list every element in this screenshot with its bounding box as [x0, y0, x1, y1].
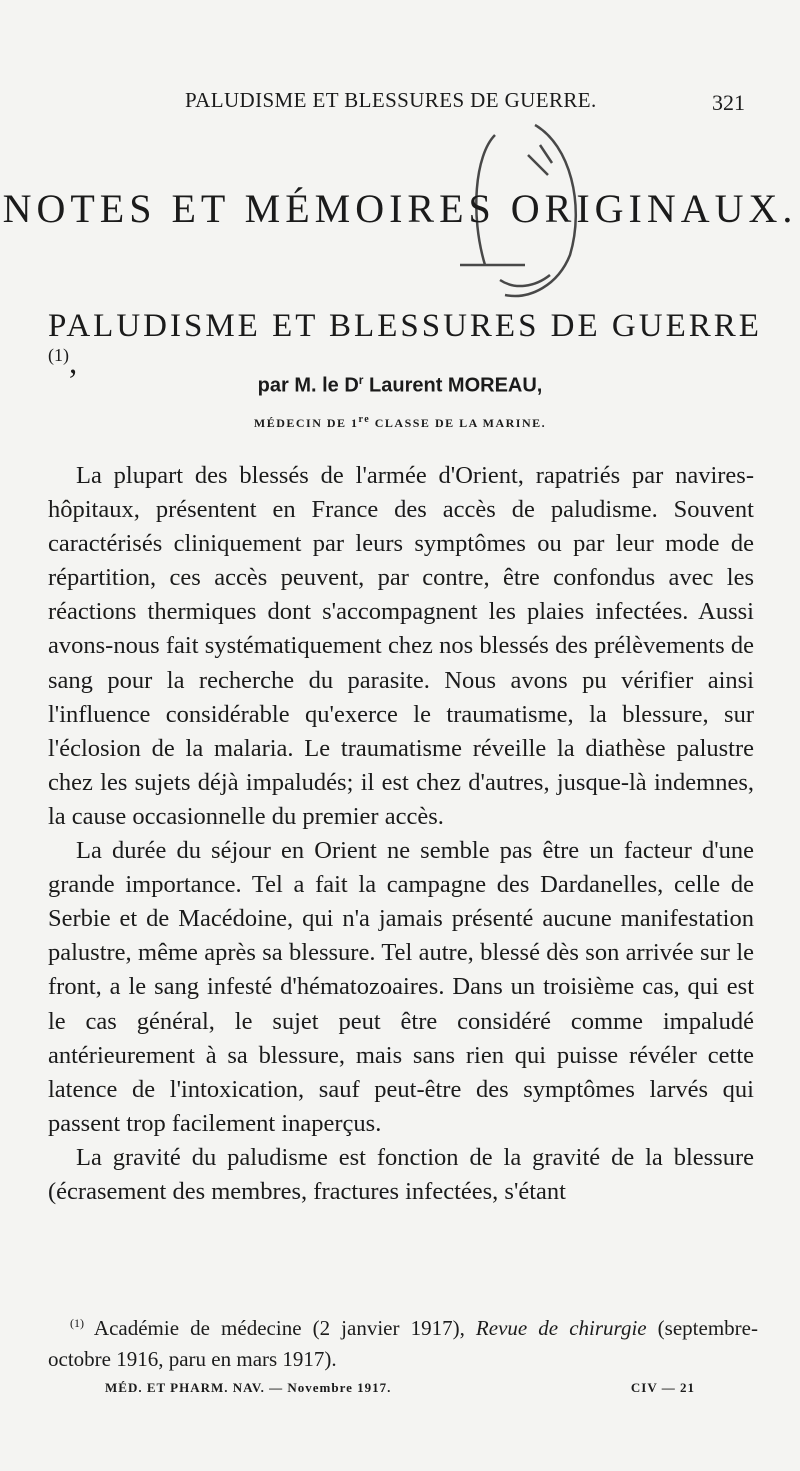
footnote-mark: (1): [70, 1316, 84, 1330]
article-title-text: PALUDISME ET BLESSURES DE GUERRE: [48, 308, 762, 344]
body-text: [48, 459, 754, 1209]
paragraph-2: La durée du séjour en Orient ne semble pas être un facteur d'une grande importance. Tel a fait la campagne des Dardanelles, celle de Serbie et de Macédoine, qui n'a jamais présenté aucune manifestation palustre, même après sa blessure. Tel autre, blessé dès son arrivée sur le front, a le sang infesté d'hématozoaires. Dans un troisième cas, qui est le cas général, le sujet peut être considéré comme impaludé antérieurement à sa blessure, mais sans rien qui puisse révéler cette latence de l'intoxication, sauf peut-être des symptômes larvés qui passent trop facilement inaperçus.: [48, 837, 754, 1137]
paragraph-1: La plupart des blessés de l'armée d'Orient, rapatriés par navires-hôpitaux, présentent en France des accès de paludisme. Souvent caractérisés cliniquement par leurs symptômes ou par leur mode de répartition, ces accès peuvent, par contre, être confondus avec les réactions thermiques dont s'accompagnent les plaies infectées. Aussi avons-nous fait systématiquement chez nos blessés des prélèvements de sang pour la recherche du parasite. Nous avons pu vérifier ainsi l'influence considérable qu'exerce le traumatisme, la blessure, sur l'éclosion de la malaria. Le traumatisme réveille la diathèse palustre chez les sujets déjà impaludés; il est chez d'autres, jusque-là indemnes, la cause occasionnelle du premier accès.: [48, 462, 754, 830]
byline: [0, 373, 800, 398]
footnote: [48, 1308, 758, 1375]
running-head: PALUDISME ET BLESSURES DE GUERRE.: [185, 88, 597, 112]
affiliation: [0, 414, 800, 431]
affiliation-b: CLASSE DE LA MARINE.: [374, 416, 547, 430]
article-title: PALUDISME ET BLESSURES DE GUERRE $^{(1)}$,: [48, 308, 762, 381]
byline-prefix: par M. le D: [257, 374, 359, 397]
footnote-text-b: (septembre-octobre 1916, paru en mars 1917).: [48, 1316, 758, 1371]
author-name: Laurent MOREAU,: [369, 374, 543, 397]
footnote-journal: Revue de chirurgie: [475, 1316, 647, 1340]
footer-left: MÉD. ET PHARM. NAV. — Novembre 1917.: [105, 1380, 392, 1395]
section-title: NOTES ET MÉMOIRES ORIGINAUX.: [2, 186, 798, 231]
page-number: 321: [712, 90, 745, 115]
footnote-text-a: Académie de médecine (2 janvier 1917),: [84, 1316, 476, 1340]
affiliation-sup: re: [358, 414, 371, 425]
paragraph-3: La gravité du paludisme est fonction de la gravité de la blessure (écrasement des membres, fractures infectées, s'étant: [48, 1143, 754, 1205]
title-footnote-mark: (1): [48, 345, 69, 365]
footer-right: CIV — 21: [630, 1380, 695, 1395]
affiliation-a: MÉDECIN DE 1: [253, 416, 359, 430]
byline-sup: r: [358, 373, 364, 387]
